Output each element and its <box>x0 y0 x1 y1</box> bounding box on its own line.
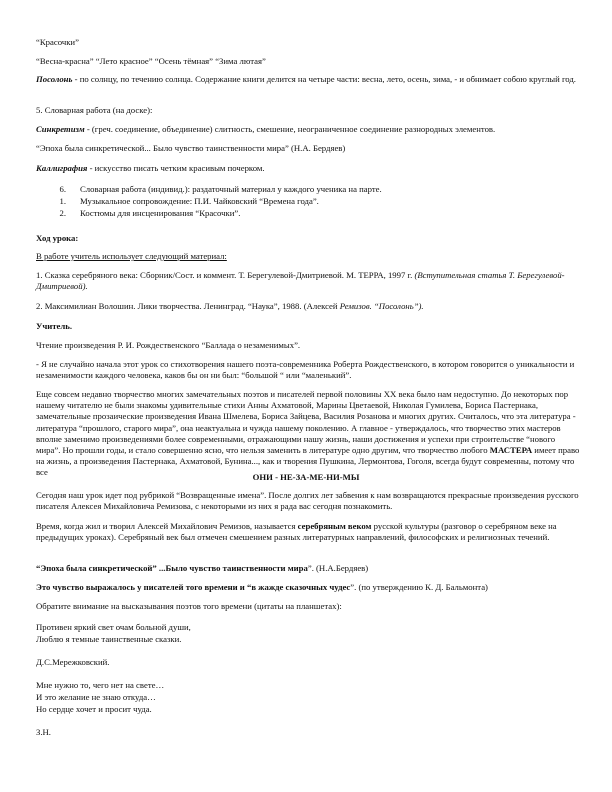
poem-line: Но сердце хочет и просит чуда. <box>36 704 152 714</box>
quote-epoch <box>36 563 581 574</box>
list-item-number: 2. <box>59 208 66 218</box>
quote-epoch-bold: “Эпоха была синкретической” ...Было чувство таинственности мира <box>36 563 308 573</box>
poem-line: Мне нужно то, чего нет на свете… <box>36 680 165 690</box>
definition-sinkretizm-text: - (греч. соединение, объединение) слитность, смешение, неограниченное соединение разнородных элементов. <box>84 124 496 134</box>
poem-author: З.Н. <box>36 727 51 737</box>
reference-1-text: 1. Сказка серебряного века: Сборник/Сост. и коммент. Т. Берегулевой-Дмитриевой. М. ТЕРРА, 1997 г. <box>36 270 415 280</box>
list-item-number: 6. <box>59 184 66 194</box>
paragraph-silver-age <box>36 521 581 543</box>
reference-1-note: (Вступительная статья Т. Берегулевой-Дмитриевой). <box>36 270 565 292</box>
paragraph-intro: - Я не случайно начала этот урок со стихотворения нашего поэта-современника Роберта Рождественского, в котором говорится о уникальности и незаменимости каждого человека, каков бы он ни был: “большой “ или “маленький”. <box>36 359 575 381</box>
paragraph-history-text-1: Еще совсем недавно творчество многих замечательных поэтов и писателей первой половины XX века было нам недоступно. До некоторых пор нашему читателю не были знакомы удивительные стихи Анны Ахматовой, Марины Цветаевой, Николая Гумилева, Бориса Пастернака, замечательные прозаические произведения Ивана Шмелева, Бориса Зайцева, Василия Розанова и многих других. Считалось, что эта литература - литература “прошлого, старого мира”, она неактуальна и чужда нашему поколению. А главное - утверждалось, что творчество этих мастеров вполне заменимо произведениями более современными, отражающими нашу жизнь, наши достижения и успехи при строительстве “нового мира”. Но прошли годы, и стало совершенно ясно, что нельзя заменить в литературе одно другим, что творчество любого <box>36 389 576 456</box>
paragraph-silver-age-text-1: Время, когда жил и творил Алексей Михайлович Ремизов, называется <box>36 521 298 531</box>
definition-posolon <box>36 74 581 85</box>
quote-berdyaev: “Эпоха была синкретической... Было чувство таинственности мира” (Н.А. Бердяев) <box>36 143 346 153</box>
definition-sinkretizm <box>36 124 581 135</box>
term-sinkretizm: Синкретизм <box>36 124 85 134</box>
teacher-label: Учитель. <box>36 321 73 331</box>
list-item <box>55 196 600 207</box>
list-item-text: Музыкальное сопровождение: П.И. Чайковский “Времена года”. <box>80 196 319 206</box>
term-calligraphy: Каллиграфия <box>36 163 88 173</box>
quote-epoch-source: ”. (Н.А.Бердяев) <box>307 563 369 573</box>
list-item <box>55 208 600 219</box>
poem-line: Противен яркий свет очам больной души, <box>36 622 191 632</box>
paragraph-silver-age-text-2: русской культуры (разговор о серебряном веке на предыдущих уроках). Серебряный век был отмечен смешением разных литературных направлений, философских и религиозных течений. <box>36 521 557 543</box>
quote-balmont-bold: Это чувство выражалось у писателей того времени и “в жажде сказочных чудес <box>36 582 351 592</box>
slogan: ОНИ - НЕ-ЗА-МЕ-НИ-МЫ <box>252 472 360 482</box>
list-item-number: 1. <box>59 196 66 206</box>
quote-balmont-source: ”. (по утверждению К. Д. Бальмонта) <box>350 582 488 592</box>
materials-intro: В работе учитель использует следующий материал: <box>36 251 227 261</box>
list-item-text: Костюмы для инсценирования “Красочки”. <box>80 208 241 218</box>
poem-line: Люблю я темные таинственные сказки. <box>36 634 182 644</box>
paragraph-history <box>36 389 581 479</box>
text-seasons: “Весна-красна” “Лето красное” “Осень тёмная” “Зима лютая” <box>36 56 266 66</box>
heading-course: Ход урока: <box>36 233 79 243</box>
paragraph-silver-age-bold: серебряным веком <box>297 521 372 531</box>
paragraph-returned-names: Сегодня наш урок идет под рубрикой “Возвращенные имена”. После долгих лет забвения к нам возвращаются прекрасные произведения русского писателя Алексея Михайловича Ремизова, с некоторыми из них я рада вас сегодня познакомить. <box>36 490 579 512</box>
reference-2 <box>36 301 581 312</box>
poem-line: И это желание не знаю откуда… <box>36 692 156 702</box>
definition-calligraphy <box>36 163 581 174</box>
poem-author: Д.С.Мережковский. <box>36 657 110 667</box>
text-krasochki: “Красочки” <box>36 37 79 47</box>
reference-2-text: 2. Максимилиан Волошин. Лики творчества. Ленинград. “Наука”, 1988. (Алексей <box>36 301 340 311</box>
paragraph-history-bold: МАСТЕРА <box>489 445 533 456</box>
term-posolon: Посолонь <box>36 74 73 84</box>
list-item-text: Словарная работа (индивид.): раздаточный материал у каждого ученика на парте. <box>80 184 382 194</box>
definition-calligraphy-text: - искусство писать четким красивым почерком. <box>87 163 265 173</box>
definition-posolon-text: - по солнцу, по течению солнца. Содержание книги делится на четыре части: весна, лето, осень, зима, - и обнимает собою круглый год. <box>72 74 576 84</box>
attention-text: Обратите внимание на высказывания поэтов того времени (цитаты на планшетах): <box>36 601 342 611</box>
text-vocabulary: 5. Словарная работа (на доске): <box>36 105 153 115</box>
reference-2-note: Ремизов. “Посолонь”). <box>339 301 424 311</box>
paragraph-history-text-2: имеет право на жизнь, а произведения Пастернака, Ахматовой, Бунина..., как и творения Пушкина, Лермонтова, Гоголя, всегда будут современны, потому что все <box>36 445 580 478</box>
reading-text: Чтение произведения Р. И. Рождественского “Баллада о незаменимых”. <box>36 340 301 350</box>
quote-balmont <box>36 582 581 593</box>
list-item <box>55 184 600 195</box>
reference-1 <box>36 270 581 292</box>
